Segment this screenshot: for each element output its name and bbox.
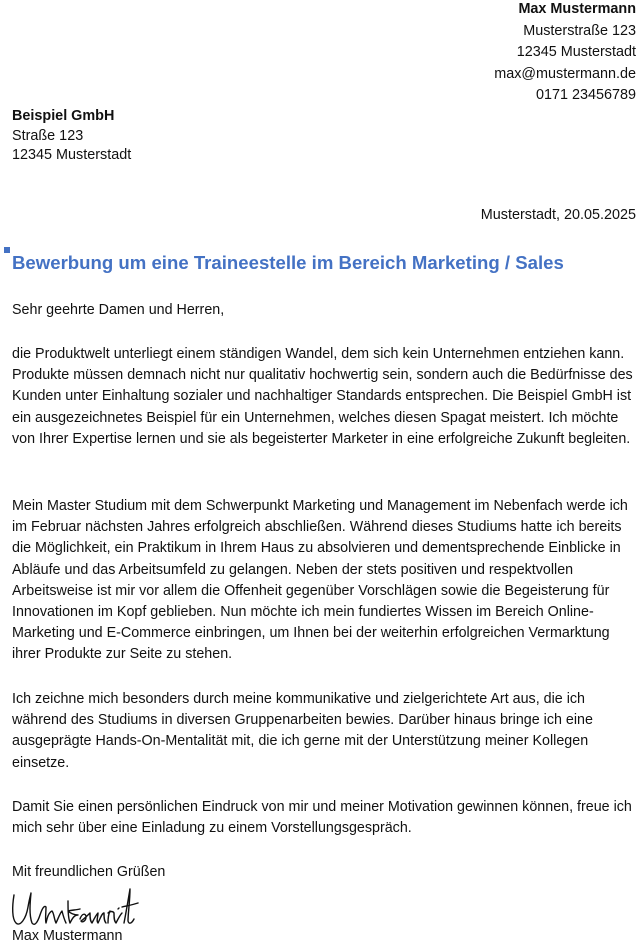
sender-address-block — [494, 0, 636, 107]
body-paragraph: die Produktwelt unterliegt einem ständigen Wandel, dem sich kein Unternehmen entziehen kann. Produkte müssen demnach nicht nur qualitativ hochwertig sein, sondern auch die Bedürfnisse des Kunden unter Einhaltung sozialer und nachhaltiger Standards entsprechen. Die Beispiel GmbH ist ein ausgezeichnetes Beispiel für ein Unternehmen, welches diesen Spagat meistert. Ich möchte von Ihrer Expertise lernen und sie als begeisterter Marketer in eine erfolgreiche Zukunft begleiten. — [12, 346, 633, 447]
sender-city: 12345 Musterstadt — [516, 44, 636, 61]
sender-name: Max Mustermann — [518, 1, 636, 17]
sender-email: max@mustermann.de — [494, 65, 636, 82]
body-paragraph: Mein Master Studium mit dem Schwerpunkt Marketing und Management im Nebenfach werde ich im Februar nächsten Jahres erfolgreich abschließen. Während dieses Studiums hatte ich bereits die Möglichkeit, ein Praktikum in Ihrem Haus zu absolvieren und dementsprechende Einblicke in Abläufe und das Arbeitsumfeld zu gelangen. Neben der stets positiven und respektvollen Arbeitsweise ist mir vor allem die Offenheit gegenüber Vorschlägen sowie die Begeisterung für Innovationen im Kopf geblieben. Nun möchte ich mein fundiertes Wissen im Bereich Online-Marketing und E-Commerce einbringen, um Ihnen bei der weiterhin erfolgreichen Vermarktung ihrer Produkte zur Seite zu stehen. — [12, 498, 628, 663]
recipient-street: Straße 123 — [12, 127, 84, 144]
recipient-city: 12345 Musterstadt — [12, 147, 132, 163]
closing-line: Mit freundlichen Grüßen — [12, 864, 166, 880]
body-paragraph: Damit Sie einen persönlichen Eindruck von mir und meiner Motivation gewinnen können, freue ich mich sehr über eine Einladung zu einem Vorstellungsgespräch. — [12, 799, 632, 837]
body-paragraph: Ich zeichne mich besonders durch meine kommunikative und zielgerichtete Art aus, die ich während des Studiums in diversen Gruppenarbeiten bewies. Darüber hinaus bringe ich eine ausgeprägte Hands-On-Mentalität mit, die ich gerne mit der Unterstützung meiner Kollegen einsetze. — [12, 691, 593, 771]
recipient-address-block — [12, 107, 131, 166]
subject-marker — [4, 247, 10, 253]
date-line: Musterstadt, 20.05.2025 — [480, 207, 636, 223]
signer-name: Max Mustermann — [12, 928, 123, 944]
sender-phone: 0171 23456789 — [535, 87, 636, 104]
handwritten-signature — [10, 883, 142, 929]
salutation: Sehr geehrte Damen und Herren, — [12, 302, 225, 318]
subject-heading: Bewerbung um eine Traineestelle im Bereich Marketing / Sales — [12, 252, 564, 273]
recipient-company: Beispiel GmbH — [12, 108, 115, 124]
sender-street: Musterstraße 123 — [523, 22, 636, 39]
